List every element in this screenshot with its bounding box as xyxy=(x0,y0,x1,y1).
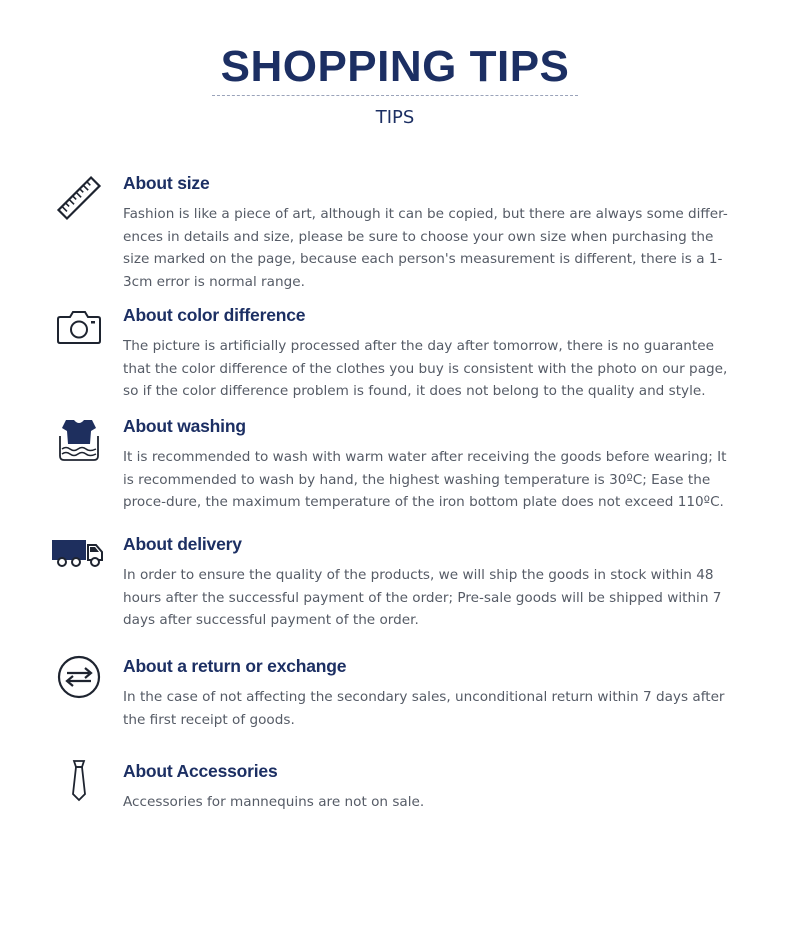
section-body: Fashion is like a piece of art, although it can be copied, but there are always some differ-ences in details and size, please be sure to choose your own size when purchasing the size marked on the page, because each person's measurement is different, there is a 1-3cm error is normal range. xyxy=(123,206,728,290)
page-title: SHOPPING TIPS xyxy=(220,42,570,91)
tie-icon xyxy=(52,758,106,812)
section-title: About color difference xyxy=(123,305,306,325)
section-body: The picture is artificially processed after the day after tomorrow, there is no guarantee that the color difference of the clothes you buy is consistent with the photo on our page, so if the color difference problem is found, it does not belong to the quality and style. xyxy=(123,338,728,399)
section-title: About Accessories xyxy=(123,761,278,781)
section-body: In order to ensure the quality of the products, we will ship the goods in stock within 48 hours after the successful payment of the order; Pre-sale goods will be shipped within 7 days after successful payment of the order. xyxy=(123,567,722,628)
page-subtitle: TIPS xyxy=(375,107,415,128)
section-body: It is recommended to wash with warm water after receiving the goods before wearing; It is recommended to wash by hand, the highest washing temperature is 30ºC; Ease the proce-dure, the maximum temperature of the iron bottom plate does not exceed 110ºC. xyxy=(123,449,727,510)
camera-icon xyxy=(52,301,106,355)
ruler-icon xyxy=(52,171,106,225)
section-title: About size xyxy=(123,173,210,193)
section-body: Accessories for mannequins are not on sale. xyxy=(123,794,425,810)
section-title: About delivery xyxy=(123,534,242,554)
section-body: In the case of not affecting the secondary sales, unconditional return within 7 days after the first receipt of goods. xyxy=(123,689,725,728)
exchange-icon xyxy=(52,650,106,704)
truck-icon xyxy=(52,524,106,578)
section-title: About a return or exchange xyxy=(123,656,347,676)
title-divider xyxy=(212,95,578,96)
section-title: About washing xyxy=(123,416,246,436)
washing-icon xyxy=(52,416,106,470)
